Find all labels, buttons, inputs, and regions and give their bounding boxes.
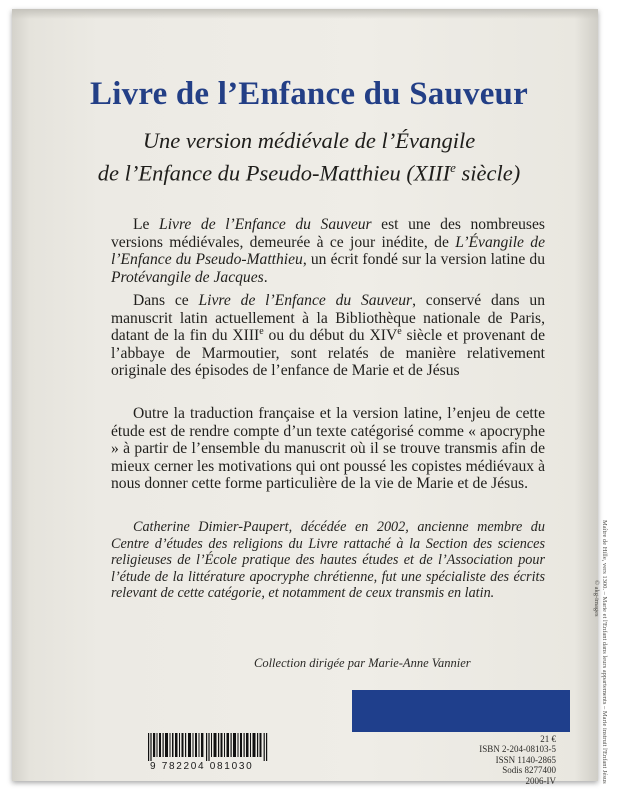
subtitle-line-2: de l’Enfance du Pseudo-Matthieu (XIIIe siècle) (97, 160, 521, 186)
price: 21 € (540, 734, 556, 744)
spine-copyright: © akg-images (593, 580, 600, 617)
blurb-paragraph-3: Outre la traduction française et la version latine, l’enjeu de cette étude est de rendre compte d’un texte catégorisé comme « apocryphe » à partir de l’ensemble du manuscrit où il se trouve transmis afin de mieux cerner les motivations qui ont poussé les copistes médiévaux à nous donner cette forme particulière de la vie de Marie et de Jésus. (111, 405, 545, 493)
barcode-icon (148, 733, 268, 761)
imprint-block (360, 734, 556, 786)
issn: ISSN 1140-2865 (495, 754, 556, 765)
blurb-paragraph-1: Le Livre de l’Enfance du Sauveur est une des nombreuses versions médiévales, demeurée à ce jour inédite, de L’Évangile de l’Enfance du Pseudo-Matthieu, un écrit fondé sur la version latine du Protévangile de Jacques. (111, 216, 545, 286)
spine-credit-line: Maître de Hille, vers 1300. – Marie et l'Enfant dans leurs appartements – Marie instruit l'Enfant Jésus (601, 520, 608, 784)
collection-note: Collection dirigée par Marie-Anne Vannier (254, 656, 471, 670)
barcode-digits: 9 782204 081030 (150, 761, 254, 772)
edition-code: 2006-IV (525, 775, 556, 786)
isbn: ISBN 2-204-08103-5 (479, 744, 556, 755)
blue-band (352, 690, 570, 732)
blurb-paragraph-2: Dans ce Livre de l’Enfance du Sauveur, conservé dans un manuscrit latin actuellement à la Bibliothèque nationale de Paris, datant de la fin du XIIIe ou du début du XIVe siècle et provenant de l’abbaye de Marmoutier, sont relatés de manière relativement originale des épisodes de l’enfance de Marie et de Jésus (111, 292, 545, 380)
subtitle-line-1: Une version médiévale de l’Évangile (142, 128, 476, 153)
author-bio: Catherine Dimier-Paupert, décédée en 2002, ancienne membre du Centre d’études des religions du Livre rattaché à la Section des sciences religieuses de l’École pratique des hautes études et de l’Association pour l’étude de la littérature apocryphe chrétienne, fut une spécialiste des écrits relevant de cette catégorie, et notamment de ceux transmis en latin. (111, 519, 545, 601)
book-title: Livre de l’Enfance du Sauveur (90, 76, 528, 112)
sodis-code: Sodis 8277400 (502, 765, 556, 776)
